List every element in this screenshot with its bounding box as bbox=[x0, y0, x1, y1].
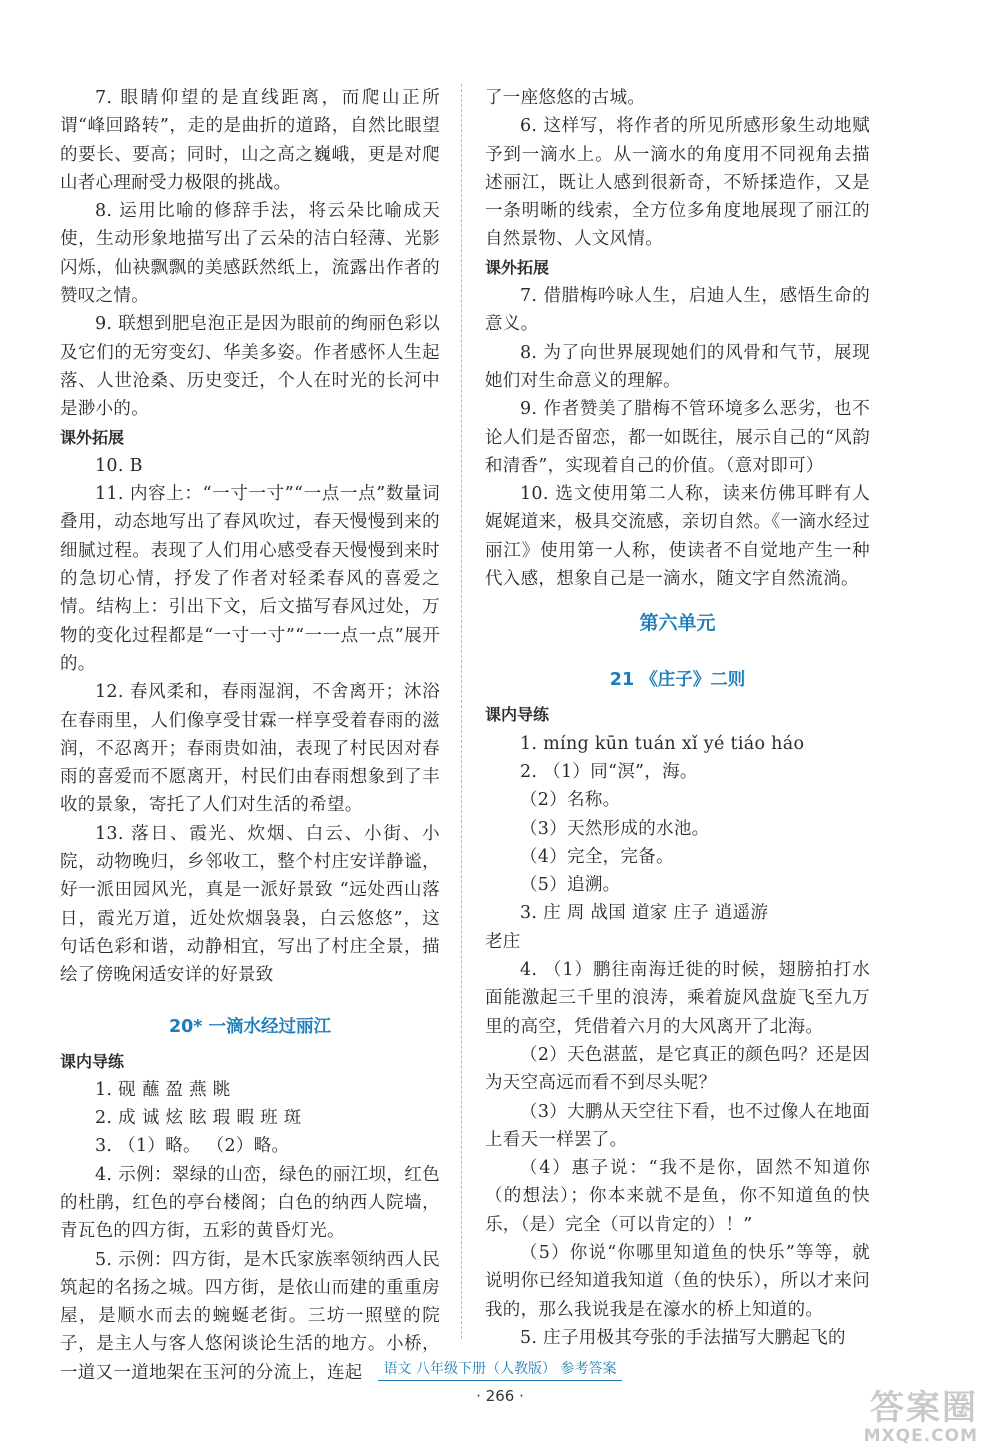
paragraph: 5. 示例：四方街，是木氏家族率领纳西人民筑起的名扬之城。四方街，是依山而建的重重房屋，是顺水而去的蜿蜒老街。三坊一照壁的院子，是主人与客人悠闲谈论生活的地方。小桥，一道又一道地架在玉河的分流上，连起 bbox=[60, 1249, 440, 1383]
paragraph: 8. 为了向世界展现她们的风骨和气节，展现她们对生命意义的理解。 bbox=[485, 342, 870, 391]
right-column bbox=[485, 84, 870, 1352]
lesson-title: 21 《庄子》二则 bbox=[609, 670, 746, 691]
paragraph: 5. 庄子用极其夸张的手法描写大鹏起飞的 bbox=[520, 1327, 846, 1348]
paragraph: 1. míng kūn tuán xǐ yé tiáo háo bbox=[520, 733, 805, 754]
paragraph: 2. （1）同“溟”，海。 bbox=[520, 761, 698, 782]
paragraph: 3. 庄 周 战国 道家 庄子 逍遥游 bbox=[520, 903, 769, 924]
unit-title: 第六单元 bbox=[639, 612, 716, 635]
paragraph: （3）大鹏从天空往下看，也不过像人在地面上看天一样罢了。 bbox=[485, 1101, 870, 1150]
paragraph: （4）惠子说：“我不是你，固然不知道你（的想法）；你本来就不是鱼，你不知道鱼的快乐，（是）完全（可以肯定的）！” bbox=[485, 1158, 870, 1235]
paragraph: （5）追溯。 bbox=[520, 875, 621, 896]
paragraph: 12. 春风柔和，春雨湿润，不舍离开；沐浴在春雨里，人们像享受甘霖一样享受着春雨的滋润，不忍离开；春雨贵如油，表现了村民因对春雨的喜爱而不愿离开，村民们由春雨想象到了丰收的景象，寄托了人们对生活的希望。 bbox=[60, 682, 440, 816]
watermark-url: MXQE.COM bbox=[863, 1426, 978, 1446]
watermark-text: 答案圈 bbox=[870, 1388, 978, 1428]
paragraph: （3）天然形成的水池。 bbox=[520, 818, 710, 839]
watermark-logo bbox=[838, 1390, 978, 1448]
paragraph: （2）名称。 bbox=[520, 790, 621, 811]
paragraph: 3. （1）略。 （2）略。 bbox=[95, 1136, 290, 1157]
paragraph: 7. 眼睛仰望的是直线距离，而爬山正所谓“峰回路转”，走的是曲折的道路，自然比眼望的要长、要高；同时，山之高之巍峨，更是对爬山者心理耐受力极限的挑战。 bbox=[60, 88, 440, 193]
paragraph: 11. 内容上：“一寸一寸”“一点一点”数量词叠用，动态地写出了春风吹过，春天慢慢到来的细腻过程。表现了人们用心感受春天慢慢到来时的急切心情，抒发了作者对轻柔春风的喜爱之情。结构上：引出下文，后文描写春风过处，万物的变化过程都是“一寸一寸”“一一点一点”展开的。 bbox=[60, 484, 440, 674]
paragraph: 10. 选文使用第二人称，读来仿佛耳畔有人娓娓道来，极具交流感，亲切自然。《一滴水经过丽江》使用第一人称，使读者不自觉地产生一种代入感，想象自己是一滴水，随文字自然流淌。 bbox=[485, 484, 870, 590]
book-title: 语文 八年级下册（人教版） 参考答案 bbox=[378, 1359, 623, 1381]
paragraph: 1. 砚 蘸 盈 燕 眺 bbox=[95, 1079, 231, 1100]
paragraph: 13. 落日、霞光、炊烟、白云、小街、小院，动物晚归，乡邻收工，整个村庄安详静谧，好一派田园风光，真是一派好景致 “远处西山落日，霞光万道，近处炊烟袅袅，白云悠悠”，这句话色彩和谐，动静相宜，写出了村庄全景，描绘了傍晚闲适安详的好景致 bbox=[60, 823, 440, 986]
paragraph: 4. （1）鹏往南海迁徙的时候，翅膀拍打水面能激起三千里的浪涛，乘着旋风盘旋飞至九万里的高空，凭借着六月的大风离开了北海。 bbox=[485, 960, 870, 1037]
left-column bbox=[60, 84, 440, 1387]
paragraph: 2. 成 诚 炫 眩 瑕 暇 班 斑 bbox=[95, 1108, 302, 1129]
section-heading: 课外拓展 bbox=[485, 257, 550, 277]
paragraph: 7. 借腊梅吟咏人生，启迪人生，感悟生命的意义。 bbox=[485, 286, 870, 335]
paragraph: 6. 这样写，将作者的所见所感形象生动地赋予到一滴水上。从一滴水的角度用不同视角去描述丽江，既让人感到很新奇，不矫揉造作，又是一条明晰的线索，全方位多角度地展现了丽江的自然景物、人文风情。 bbox=[485, 116, 870, 250]
paragraph: 老庄 bbox=[485, 931, 521, 952]
paragraph: （4）完全，完备。 bbox=[520, 846, 674, 867]
section-heading: 课外拓展 bbox=[60, 427, 125, 447]
paragraph: 9. 联想到肥皂泡正是因为眼前的绚丽色彩以及它们的无穷变幻、华美多姿。作者感怀人生起落、人世沧桑、历史变迁，个人在时光的长河中是渺小的。 bbox=[60, 314, 440, 420]
paragraph: 9. 作者赞美了腊梅不管环境多么恶劣，也不论人们是否留恋，都一如既往，展示自己的“风韵和清香”，实现着自己的价值。（意对即可） bbox=[485, 399, 870, 476]
paragraph: 10. B bbox=[95, 455, 143, 476]
section-heading: 课内导练 bbox=[485, 705, 550, 725]
section-heading: 课内导练 bbox=[60, 1051, 125, 1071]
paragraph: 8. 运用比喻的修辞手法，将云朵比喻成天使，生动形象地描写出了云朵的洁白轻薄、光影闪烁，仙袂飘飘的美感跃然纸上，流露出作者的赞叹之情。 bbox=[60, 201, 440, 307]
paragraph: （2）天色湛蓝，是它真正的颜色吗？还是因为天空高远而看不到尽头呢？ bbox=[485, 1044, 870, 1094]
column-divider bbox=[461, 84, 462, 1339]
page-number: · 266 · bbox=[476, 1387, 524, 1405]
lesson-title: 20* 一滴水经过丽江 bbox=[168, 1016, 332, 1037]
paragraph: 4. 示例：翠绿的山峦，绿色的丽江坝，红色的杜鹃，红色的亭台楼阁；白色的纳西人院墙，青瓦色的四方街，五彩的黄昏灯光。 bbox=[60, 1164, 440, 1242]
paragraph: 了一座悠悠的古城。 bbox=[485, 88, 646, 108]
paragraph: （5）你说“你哪里知道鱼的快乐”等等，就说明你已经知道我知道（鱼的快乐），所以才来问我的，那么我说我是在濠水的桥上知道的。 bbox=[485, 1242, 870, 1320]
